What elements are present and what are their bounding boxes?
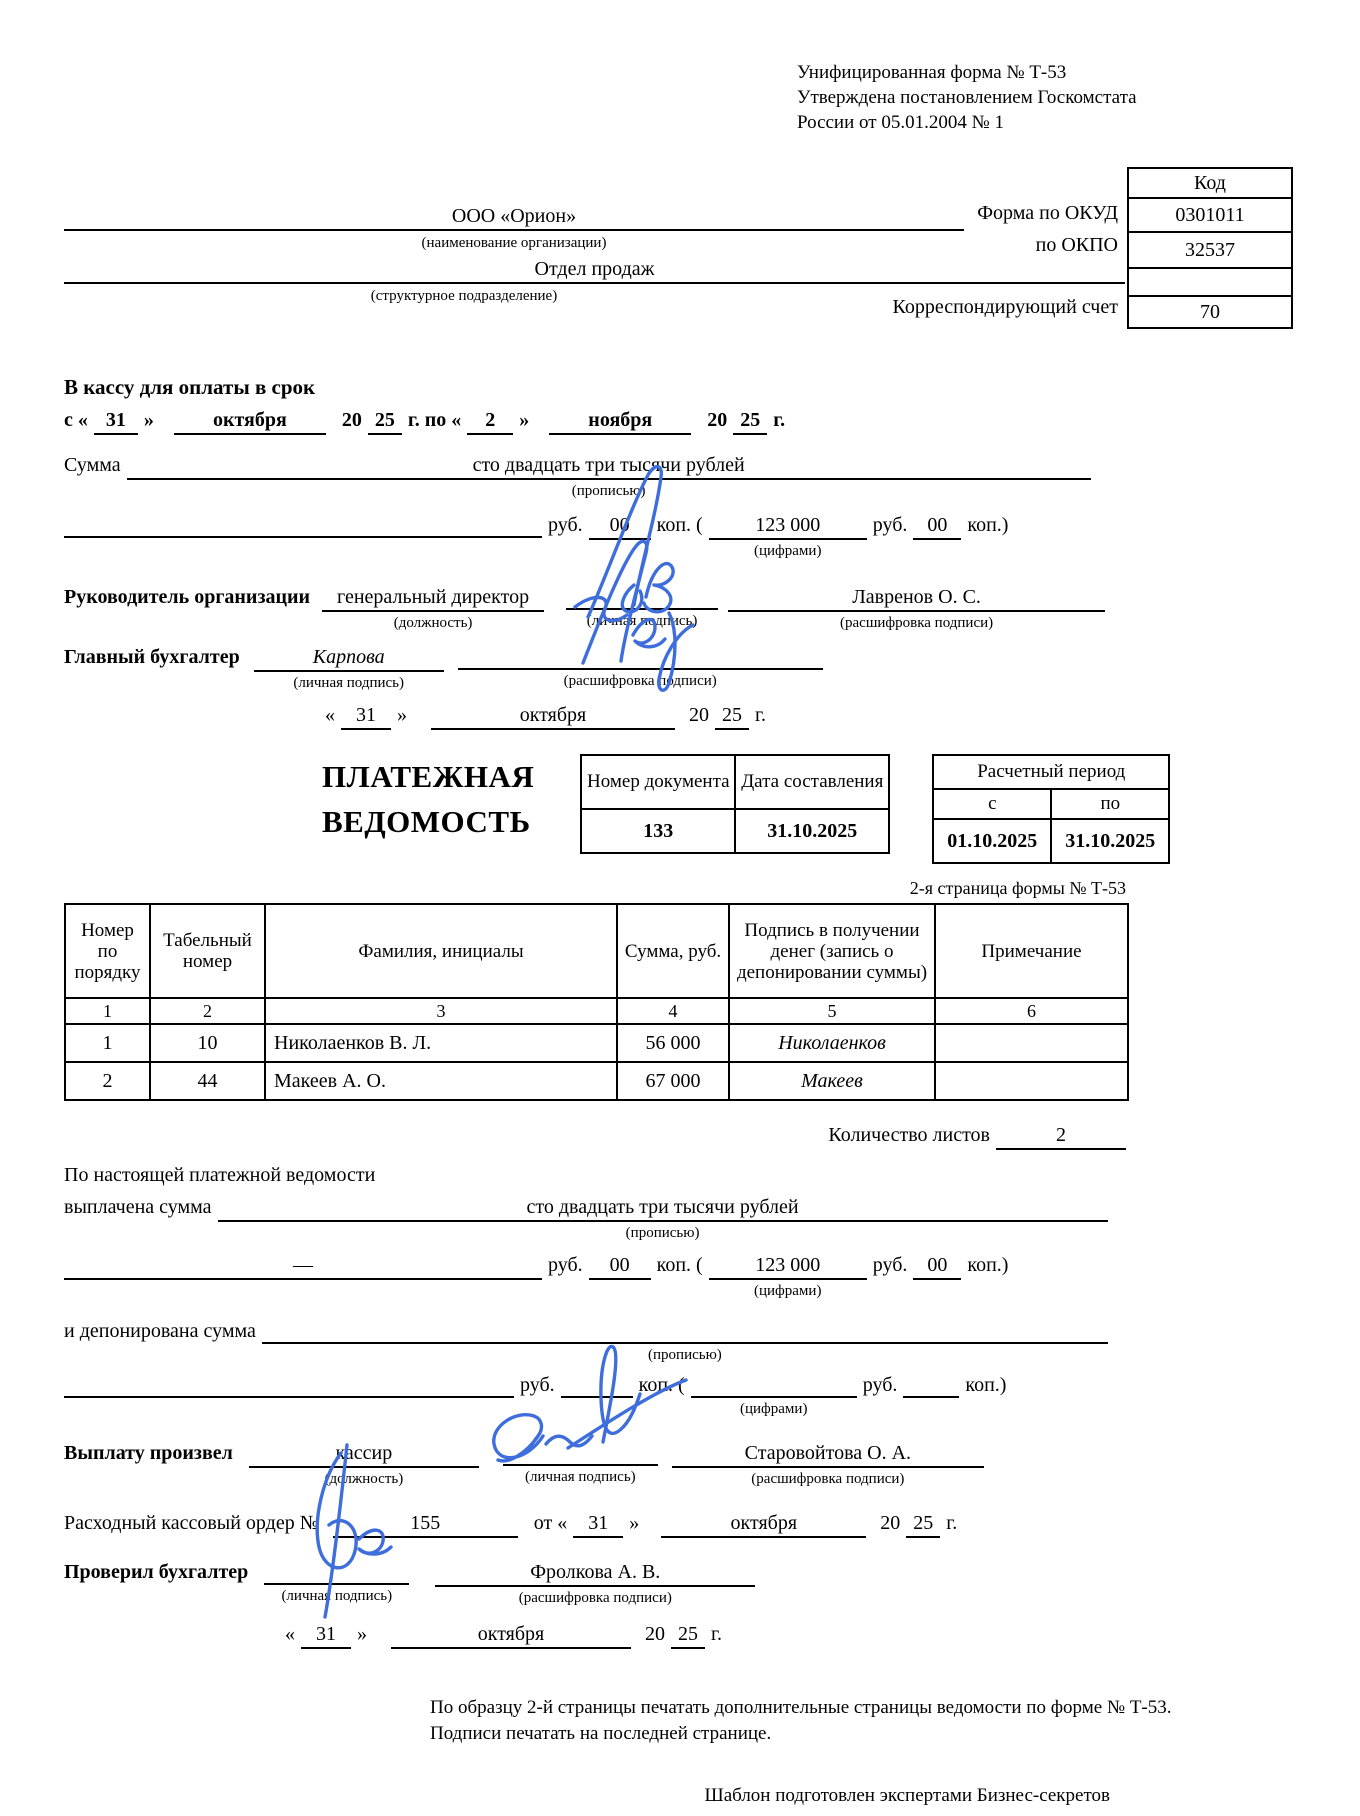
sum-words-caption: (прописью) xyxy=(571,483,646,499)
due-date-line xyxy=(64,408,1296,435)
sum-kopeks-field-2 xyxy=(913,513,961,540)
deposited-kopeks-value-2 xyxy=(903,1373,959,1398)
checker-signature-line xyxy=(264,1560,409,1585)
accountant-signname-value: Карпова xyxy=(254,645,444,672)
sum-kop-open: коп. ( xyxy=(656,514,703,536)
colnum-2: 2 xyxy=(150,998,265,1024)
sum-kop-close: коп.) xyxy=(967,514,1009,536)
director-label: Руководитель организации xyxy=(64,586,311,608)
cashier-position-field xyxy=(249,1441,479,1489)
sum-words-field xyxy=(127,453,1091,501)
document-title xyxy=(322,754,534,844)
paid-kop-close: коп.) xyxy=(967,1254,1009,1276)
approve-month: октября xyxy=(431,703,675,730)
footer-instruction-line2: Подписи печатать на последней странице. xyxy=(430,1723,772,1744)
director-signature-caption: (личная подпись) xyxy=(586,613,698,629)
checker-name-value: Фролкова А. В. xyxy=(435,1560,755,1587)
cashier-signature-caption: (личная подпись) xyxy=(525,1469,636,1485)
sum-figures-row xyxy=(64,513,1296,561)
deposited-kop-open: коп. ( xyxy=(638,1374,685,1396)
approve-quote-close: » xyxy=(397,704,407,726)
due-from-prefix: с « xyxy=(64,409,88,431)
deposited-rub-label-1: руб. xyxy=(520,1374,555,1396)
check-quote-close: » xyxy=(357,1623,367,1645)
doc-date-value: 31.10.2025 xyxy=(735,809,889,853)
cash-due-heading: В кассу для оплаты в срок xyxy=(64,375,316,399)
document-number-table xyxy=(580,754,890,854)
sum-digits-field xyxy=(709,513,867,561)
cashier-position-value: кассир xyxy=(249,1441,479,1468)
cash-order-day: 31 xyxy=(573,1511,623,1538)
period-from-label: с xyxy=(933,789,1051,819)
paid-kopeks-value-2: 00 xyxy=(913,1253,961,1280)
director-signature-line xyxy=(566,585,718,610)
code-box-header: Код xyxy=(1194,172,1226,194)
colnum-3: 3 xyxy=(265,998,617,1024)
due-century-1: 20 xyxy=(341,409,362,431)
paid-digits-value: 123 000 xyxy=(709,1253,867,1280)
director-name-value: Лавренов О. С. xyxy=(728,585,1105,612)
due-quote-close-1: » xyxy=(143,409,154,431)
checker-signature-caption: (личная подпись) xyxy=(281,1588,393,1604)
form-approval-line2: Утверждена постановлением Госкомстата xyxy=(797,87,1137,108)
due-to-day: 2 xyxy=(467,408,513,435)
sheets-count-field xyxy=(996,1123,1126,1150)
director-position-caption: (должность) xyxy=(393,615,473,631)
sheets-count-row xyxy=(64,1123,1126,1150)
department-caption: (структурное подразделение) xyxy=(370,288,558,304)
cash-order-year-suffix: г. xyxy=(946,1512,958,1534)
row2-sum: 67 000 xyxy=(617,1062,729,1100)
okud-label: Форма по ОКУД xyxy=(977,202,1118,224)
colnum-6: 6 xyxy=(935,998,1128,1024)
deposited-blank-value xyxy=(64,1373,514,1398)
pay-period-table xyxy=(932,754,1170,864)
col-header-sign: Подпись в получении денег (запись о депонировании суммы) xyxy=(729,904,935,998)
accountant-row xyxy=(64,645,1296,693)
okpo-label: по ОКПО xyxy=(1035,234,1118,256)
sum-digits-value: 123 000 xyxy=(709,513,867,540)
organization-name-caption: (наименование организации) xyxy=(421,235,607,251)
sheets-count-value: 2 xyxy=(996,1123,1126,1150)
cash-order-quote-close: » xyxy=(629,1512,640,1534)
deposited-words-row xyxy=(64,1319,1296,1365)
deposited-blank-field xyxy=(64,1373,514,1398)
approve-day: 31 xyxy=(341,703,391,730)
colnum-5: 5 xyxy=(729,998,935,1024)
deposited-label: и депонирована сумма xyxy=(64,1320,256,1342)
okud-code-value: 0301011 xyxy=(1129,197,1291,231)
paid-words-field xyxy=(218,1195,1108,1243)
sum-kopeks-value-2: 00 xyxy=(913,513,961,540)
approve-century: 20 xyxy=(689,704,709,726)
cashier-row xyxy=(64,1441,1296,1489)
sum-words-row xyxy=(64,453,1296,501)
accountant-signname-caption: (личная подпись) xyxy=(293,675,405,691)
deposited-words-value xyxy=(262,1319,1108,1344)
due-year-suffix: г. xyxy=(773,409,786,431)
paid-rub-label-1: руб. xyxy=(548,1254,583,1276)
sum-rub-label-1: руб. xyxy=(548,514,583,536)
deposited-kopeks-field-1 xyxy=(561,1373,633,1398)
deposited-digits-field xyxy=(691,1373,857,1419)
cashier-name-field xyxy=(672,1441,984,1489)
due-from-year: 25 xyxy=(368,408,402,435)
row1-num: 1 xyxy=(65,1024,150,1062)
director-row xyxy=(64,585,1296,633)
doc-number-header: Номер документа xyxy=(581,755,735,809)
cash-order-number-field xyxy=(333,1511,518,1538)
row1-name: Николаенков В. Л. xyxy=(265,1024,617,1062)
director-position-value: генеральный директор xyxy=(322,585,544,612)
deposited-digits-caption: (цифрами) xyxy=(740,1401,808,1417)
paid-kopeks-field-1 xyxy=(589,1253,651,1280)
approve-year: 25 xyxy=(715,703,749,730)
cashier-signature-field xyxy=(503,1441,658,1487)
cash-order-label: Расходный кассовый ордер № xyxy=(64,1512,319,1534)
paid-rub-label-2: руб. xyxy=(872,1254,908,1276)
accountant-signname-field xyxy=(254,645,444,693)
corr-account-label: Корреспондирующий счет xyxy=(892,296,1118,318)
sum-blank-field xyxy=(64,513,542,538)
sum-words-value: сто двадцать три тысячи рублей xyxy=(127,453,1091,480)
department-field: Отдел продаж xyxy=(64,257,1125,284)
row2-signature: Макеев xyxy=(729,1062,935,1100)
payroll-header-row xyxy=(65,904,1128,998)
paid-dash-field xyxy=(64,1253,542,1280)
colnum-1: 1 xyxy=(65,998,150,1024)
cashier-position-caption: (должность) xyxy=(324,1471,404,1487)
paid-kop-open: коп. ( xyxy=(656,1254,703,1276)
col-header-note: Примечание xyxy=(935,904,1128,998)
organization-name-field: ООО «Орион» xyxy=(64,204,964,231)
sum-blank-value xyxy=(64,513,542,538)
row2-num: 2 xyxy=(65,1062,150,1100)
due-mid-text: г. по « xyxy=(407,409,462,431)
org-codes-section xyxy=(64,145,1296,323)
footer-instructions xyxy=(430,1695,1296,1747)
row1-sum: 56 000 xyxy=(617,1024,729,1062)
deposited-words-field xyxy=(262,1319,1108,1365)
cashier-signature-line xyxy=(503,1441,658,1466)
form-approval-line3: России от 05.01.2004 № 1 xyxy=(797,112,1004,133)
deposited-figures-row xyxy=(64,1373,1296,1419)
cash-order-year: 25 xyxy=(906,1511,940,1538)
sheets-count-label: Количество листов xyxy=(828,1124,990,1146)
paid-words-caption: (прописью) xyxy=(625,1225,700,1241)
colnum-4: 4 xyxy=(617,998,729,1024)
director-name-caption: (расшифровка подписи) xyxy=(840,615,994,631)
row1-note xyxy=(935,1024,1128,1062)
col-header-sum: Сумма, руб. xyxy=(617,904,729,998)
table-row xyxy=(65,1024,1128,1062)
period-to-label: по xyxy=(1051,789,1169,819)
form-approval-note xyxy=(797,60,1296,135)
period-to-value: 31.10.2025 xyxy=(1051,819,1169,863)
paid-words-row xyxy=(64,1195,1296,1243)
corr-account-value: 70 xyxy=(1129,295,1291,327)
document-title-line1: ПЛАТЕЖНАЯ xyxy=(322,759,535,794)
cash-order-from-open: от « xyxy=(533,1512,568,1534)
cashier-name-value: Старовойтова О. А. xyxy=(672,1441,984,1468)
director-position-field xyxy=(322,585,544,633)
empty-code-cell xyxy=(1129,267,1291,295)
approve-date-line xyxy=(325,703,1296,730)
deposited-kopeks-value-1 xyxy=(561,1373,633,1398)
check-month: октября xyxy=(391,1622,631,1649)
paid-digits-field xyxy=(709,1253,867,1301)
row1-tab-number: 10 xyxy=(150,1024,265,1062)
deposited-words-caption: (прописью) xyxy=(648,1347,722,1363)
form-approval-line1: Унифицированная форма № Т-53 xyxy=(797,62,1067,83)
due-to-year: 25 xyxy=(733,408,767,435)
deposited-rub-label-2: руб. xyxy=(862,1374,898,1396)
okpo-code-value: 32537 xyxy=(1129,231,1291,267)
check-date-line xyxy=(285,1622,1296,1649)
paid-label: выплачена сумма xyxy=(64,1196,212,1218)
payroll-table xyxy=(64,903,1129,1101)
sum-label: Сумма xyxy=(64,454,121,476)
accountant-signature-line xyxy=(458,645,823,670)
doc-number-value: 133 xyxy=(581,809,735,853)
period-from-value: 01.10.2025 xyxy=(933,819,1051,863)
paid-intro: По настоящей платежной ведомости xyxy=(64,1164,376,1186)
approve-quote-open: « xyxy=(325,704,335,726)
deposited-kop-close: коп.) xyxy=(965,1374,1007,1396)
paid-dash-value: — xyxy=(64,1253,542,1280)
cashier-label: Выплату произвел xyxy=(64,1442,233,1464)
period-header: Расчетный период xyxy=(933,755,1169,789)
cash-order-number-value: 155 xyxy=(333,1511,518,1538)
check-year-suffix: г. xyxy=(711,1623,722,1645)
page2-note: 2-я страница формы № Т-53 xyxy=(909,878,1126,898)
due-quote-close-2: » xyxy=(519,409,530,431)
checker-row xyxy=(64,1560,1296,1608)
deposited-kopeks-field-2 xyxy=(903,1373,959,1398)
paid-kopeks-value-1: 00 xyxy=(589,1253,651,1280)
document-title-line2: ВЕДОМОСТЬ xyxy=(322,804,531,839)
cashier-name-caption: (расшифровка подписи) xyxy=(751,1471,905,1487)
paid-figures-row xyxy=(64,1253,1296,1301)
cash-order-month: октября xyxy=(661,1511,866,1538)
accountant-signature-field xyxy=(458,645,823,691)
cash-order-row xyxy=(64,1511,1296,1538)
approve-year-suffix: г. xyxy=(755,704,766,726)
checker-name-field xyxy=(435,1560,755,1608)
checker-signature-field xyxy=(264,1560,409,1606)
paid-kopeks-field-2 xyxy=(913,1253,961,1280)
director-name-field xyxy=(728,585,1105,633)
due-from-day: 31 xyxy=(94,408,138,435)
cash-order-century: 20 xyxy=(880,1512,901,1534)
col-header-name: Фамилия, инициалы xyxy=(265,904,617,998)
director-signature-field xyxy=(566,585,718,631)
checker-name-caption: (расшифровка подписи) xyxy=(518,1590,672,1606)
check-day: 31 xyxy=(301,1622,351,1649)
template-credit: Шаблон подготовлен экспертами Бизнес-секретов xyxy=(704,1785,1110,1806)
sum-digits-caption: (цифрами) xyxy=(754,543,822,559)
paid-digits-caption: (цифрами) xyxy=(754,1283,822,1299)
due-to-month: ноября xyxy=(549,408,691,435)
row2-tab-number: 44 xyxy=(150,1062,265,1100)
accountant-signature-caption: (расшифровка подписи) xyxy=(563,673,717,689)
sum-kopeks-value-1: 00 xyxy=(589,513,651,540)
col-header-tab: Табельный номер xyxy=(150,904,265,998)
check-century: 20 xyxy=(645,1623,665,1645)
due-century-2: 20 xyxy=(707,409,728,431)
check-year: 25 xyxy=(671,1622,705,1649)
doc-date-header: Дата составления xyxy=(735,755,889,809)
row1-signature: Николаенков xyxy=(729,1024,935,1062)
footer-instruction-line1: По образцу 2-й страницы печатать дополнительные страницы ведомости по форме № Т-53. xyxy=(430,1697,1172,1718)
table-row xyxy=(65,1062,1128,1100)
col-header-num: Номер по порядку xyxy=(65,904,150,998)
deposited-digits-value xyxy=(691,1373,857,1398)
title-section xyxy=(322,754,1296,864)
code-box xyxy=(1127,167,1293,329)
checker-label: Проверил бухгалтер xyxy=(64,1561,249,1583)
accountant-label: Главный бухгалтер xyxy=(64,646,240,668)
row2-name: Макеев А. О. xyxy=(265,1062,617,1100)
row2-note xyxy=(935,1062,1128,1100)
due-from-month: октября xyxy=(174,408,326,435)
sum-rub-label-2: руб. xyxy=(872,514,908,536)
check-quote-open: « xyxy=(285,1623,295,1645)
sum-kopeks-field-1 xyxy=(589,513,651,540)
paid-words-value: сто двадцать три тысячи рублей xyxy=(218,1195,1108,1222)
payroll-colnum-row xyxy=(65,998,1128,1024)
